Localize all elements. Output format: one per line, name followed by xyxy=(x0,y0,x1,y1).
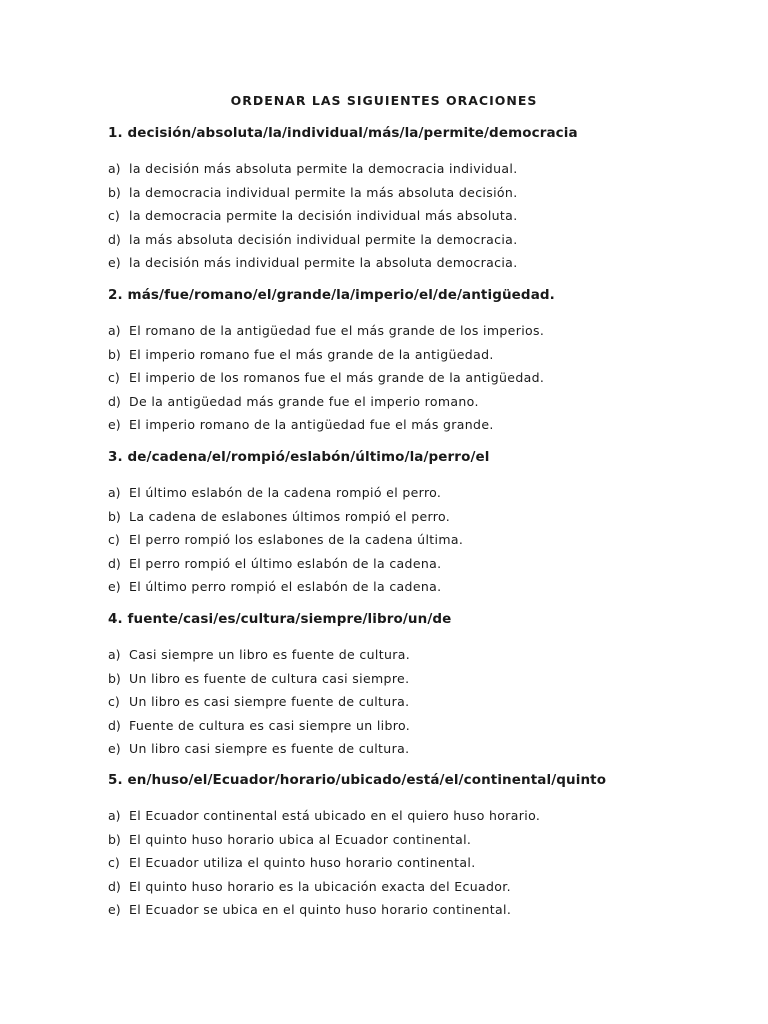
option-letter: c) xyxy=(108,532,120,547)
option-list xyxy=(108,643,451,761)
question-3 xyxy=(108,447,489,599)
option-letter: b) xyxy=(108,508,121,524)
option-letter: d) xyxy=(108,393,121,409)
option-e xyxy=(108,575,489,599)
option-text: La cadena de eslabones últimos rompió el perro. xyxy=(129,508,451,524)
option-letter: a) xyxy=(108,485,121,500)
option-text: la decisión más individual permite la absoluta democracia. xyxy=(129,255,518,270)
option-c xyxy=(108,528,489,552)
option-text: El quinto huso horario es la ubicación exacta del Ecuador. xyxy=(129,878,511,894)
option-list xyxy=(108,804,606,922)
option-letter: e) xyxy=(108,417,121,432)
option-d xyxy=(108,228,578,252)
option-letter: e) xyxy=(108,902,121,917)
option-text: El Ecuador se ubica en el quinto huso horario continental. xyxy=(129,902,512,917)
question-heading: 2. más/fue/romano/el/grande/la/imperio/el/de/antigüedad. xyxy=(108,287,555,303)
option-text: la decisión más absoluta permite la democracia individual. xyxy=(129,161,518,176)
option-letter: a) xyxy=(108,808,121,823)
option-text: El Ecuador continental está ubicado en el quiero huso horario. xyxy=(129,808,541,823)
option-text: El último perro rompió el eslabón de la cadena. xyxy=(129,579,442,594)
option-text: El perro rompió los eslabones de la cadena última. xyxy=(129,532,464,547)
option-letter: b) xyxy=(108,670,121,686)
question-heading: 1. decisión/absoluta/la/individual/más/la/permite/democracia xyxy=(108,125,578,141)
option-text: El Ecuador utiliza el quinto huso horario continental. xyxy=(129,855,476,870)
option-text: la democracia individual permite la más absoluta decisión. xyxy=(129,184,518,200)
option-a xyxy=(108,319,555,343)
option-letter: b) xyxy=(108,184,121,200)
option-list xyxy=(108,481,489,599)
option-a xyxy=(108,643,451,667)
option-letter: d) xyxy=(108,878,121,894)
option-b xyxy=(108,667,451,691)
option-list xyxy=(108,157,578,275)
option-text: El romano de la antigüedad fue el más grande de los imperios. xyxy=(129,323,545,338)
option-letter: e) xyxy=(108,741,121,756)
option-b xyxy=(108,505,489,529)
option-letter: a) xyxy=(108,161,121,176)
option-list xyxy=(108,319,555,437)
option-b xyxy=(108,181,578,205)
option-letter: b) xyxy=(108,831,121,847)
option-c xyxy=(108,204,578,228)
option-c xyxy=(108,366,555,390)
option-e xyxy=(108,737,451,761)
option-text: El quinto huso horario ubica al Ecuador continental. xyxy=(129,831,472,847)
option-letter: d) xyxy=(108,231,121,247)
option-text: El imperio romano de la antigüedad fue el más grande. xyxy=(129,417,494,432)
question-heading: 3. de/cadena/el/rompió/eslabón/último/la/perro/el xyxy=(108,449,490,465)
option-a xyxy=(108,157,578,181)
option-letter: c) xyxy=(108,370,120,385)
option-d xyxy=(108,390,555,414)
option-letter: c) xyxy=(108,855,120,870)
option-d xyxy=(108,552,489,576)
option-letter: c) xyxy=(108,208,120,223)
option-text: El imperio de los romanos fue el más grande de la antigüedad. xyxy=(129,370,545,385)
page-title: ORDENAR LAS SIGUIENTES ORACIONES xyxy=(230,93,538,108)
question-2 xyxy=(108,285,555,437)
option-text: Casi siempre un libro es fuente de cultura. xyxy=(129,647,411,662)
option-e xyxy=(108,413,555,437)
option-letter: a) xyxy=(108,647,121,662)
option-letter: e) xyxy=(108,255,121,270)
question-1 xyxy=(108,123,578,275)
option-text: De la antigüedad más grande fue el imperio romano. xyxy=(129,393,479,409)
option-b xyxy=(108,828,606,852)
option-c xyxy=(108,690,451,714)
option-text: Un libro es fuente de cultura casi siempre. xyxy=(129,670,410,686)
option-letter: d) xyxy=(108,555,121,571)
option-text: El último eslabón de la cadena rompió el perro. xyxy=(129,485,442,500)
question-heading: 5. en/huso/el/Ecuador/horario/ubicado/está/el/continental/quinto xyxy=(108,772,607,788)
question-heading: 4. fuente/casi/es/cultura/siempre/libro/un/de xyxy=(108,611,452,627)
option-text: la democracia permite la decisión individual más absoluta. xyxy=(129,208,518,223)
option-text: la más absoluta decisión individual permite la democracia. xyxy=(129,231,518,247)
option-e xyxy=(108,898,606,922)
question-5 xyxy=(108,770,606,922)
option-letter: c) xyxy=(108,694,120,709)
option-d xyxy=(108,714,451,738)
option-letter: b) xyxy=(108,346,121,362)
option-text: El imperio romano fue el más grande de la antigüedad. xyxy=(129,346,494,362)
option-e xyxy=(108,251,578,275)
option-text: El perro rompió el último eslabón de la cadena. xyxy=(129,555,442,571)
option-text: Un libro casi siempre es fuente de cultura. xyxy=(129,741,410,756)
option-c xyxy=(108,851,606,875)
option-letter: e) xyxy=(108,579,121,594)
option-letter: d) xyxy=(108,717,121,733)
option-a xyxy=(108,481,489,505)
option-text: Fuente de cultura es casi siempre un libro. xyxy=(129,717,411,733)
question-4 xyxy=(108,609,451,761)
option-letter: a) xyxy=(108,323,121,338)
option-b xyxy=(108,343,555,367)
option-d xyxy=(108,875,606,899)
option-text: Un libro es casi siempre fuente de cultura. xyxy=(129,694,410,709)
option-a xyxy=(108,804,606,828)
